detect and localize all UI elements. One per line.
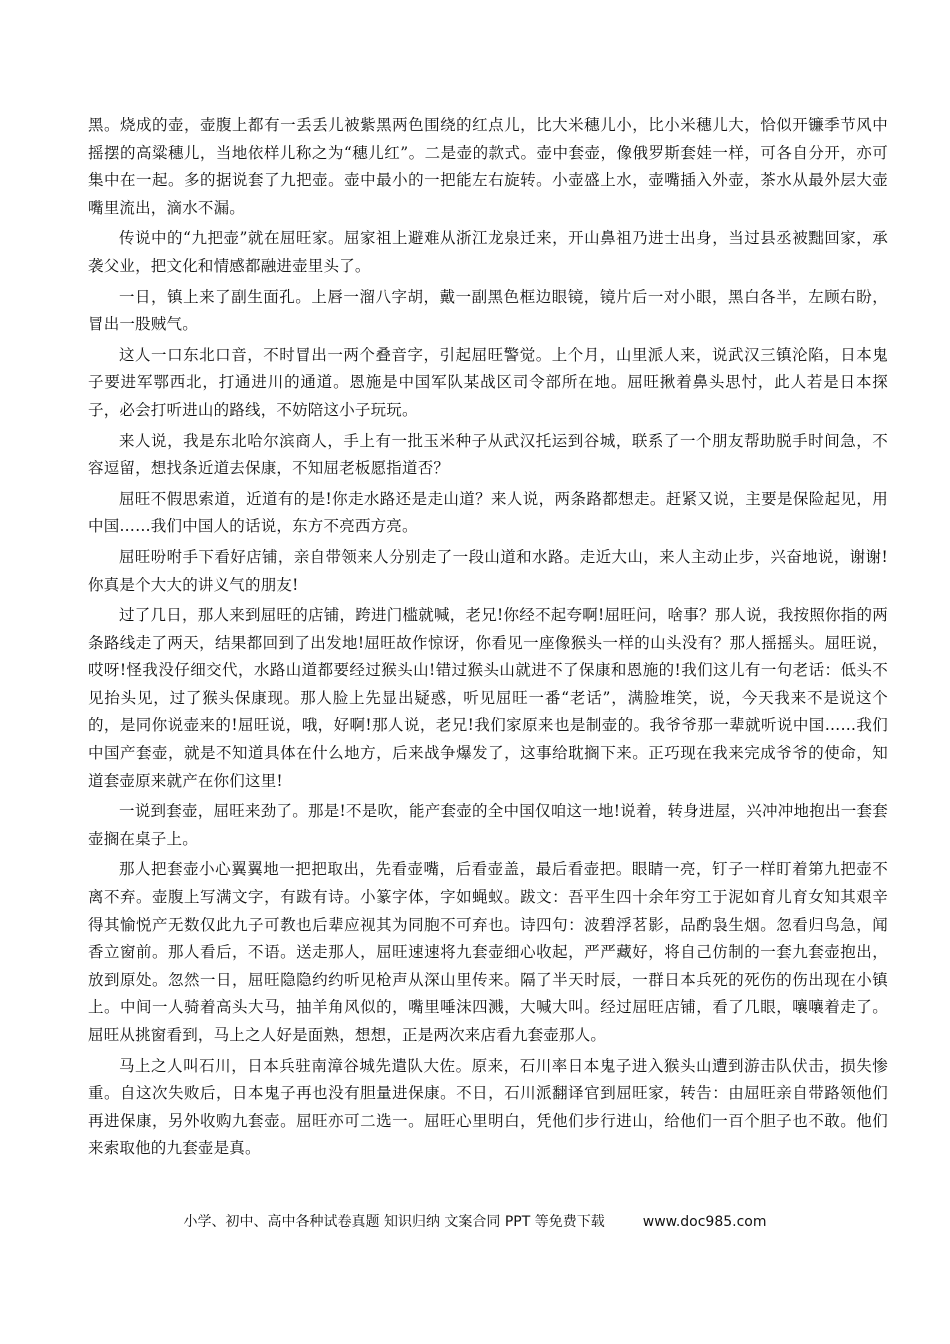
paragraph: 屈旺吩咐手下看好店铺，亲自带领来人分别走了一段山道和水路。走近大山，来人主动止步，兴奋地说，谢谢!你真是个大大的讲义气的朋友! bbox=[88, 547, 888, 594]
footer-url-link[interactable]: www.doc985.com bbox=[642, 1214, 767, 1230]
paragraph: 屈旺不假思索道，近道有的是!你走水路还是走山道？来人说，两条路都想走。赶紧又说，主要是保险起见，用中国……我们中国人的话说，东方不亮西方亮。 bbox=[88, 489, 888, 536]
paragraph: 一日，镇上来了副生面孔。上唇一溜八字胡，戴一副黑色框边眼镜，镜片后一对小眼，黑白各半，左顾右盼，冒出一股贼气。 bbox=[88, 287, 888, 334]
page-footer bbox=[0, 1211, 950, 1233]
paragraph: 一说到套壶，屈旺来劲了。那是!不是吹，能产套壶的全中国仅咱这一地!说着，转身进屋，兴冲冲地抱出一套套壶搁在桌子上。 bbox=[88, 802, 888, 848]
paragraph: 来人说，我是东北哈尔滨商人，手上有一批玉米种子从武汉托运到谷城，联系了一个朋友帮助脱手时间急，不容逗留，想找条近道去保康，不知屈老板愿指道否？ bbox=[88, 431, 888, 478]
paragraph: 黑。烧成的壶，壶腹上都有一丢丢儿被紫黑两色围绕的红点儿，比大米穗儿小，比小米穗儿大，恰似开镰季节风中摇摆的高粱穗儿，当地依样儿称之为“穗儿红”。二是壶的款式。壶中套壶，像俄罗斯套娃一样，可各自分开，亦可集中在一起。多的据说套了九把壶。壶中最小的一把能左右旋转。小壶盛上水，壶嘴插入外壶，茶水从最外层大壶嘴里流出，滴水不漏。 bbox=[88, 116, 888, 217]
paragraph: 过了几日，那人来到屈旺的店铺，跨进门槛就喊，老兄!你经不起夸啊!屈旺问，啥事？那人说，我按照你指的两条路线走了两天，结果都回到了出发地!屈旺故作惊讶，你看见一座像猴头一样的山头没有？那人摇摇头。屈旺说，哎呀!怪我没仔细交代，水路山道都要经过猴头山!错过猴头山就进不了保康和恩施的!我们这儿有一句老话：低头不见抬头见，过了猴头保康现。那人脸上先显出疑惑，听见屈旺一番“老话”，满脸堆笑，说，今天我来不是说这个的，是同你说壶来的!屈旺说，哦，好啊!那人说，老兄!我们家原来也是制壶的。我爷爷那一辈就听说中国……我们中国产套壶，就是不知道具体在什么地方，后来战争爆发了，这事给耽搁下来。正巧现在我来完成爷爷的使命，知道套壶原来就产在你们这里! bbox=[88, 606, 888, 790]
document-body bbox=[88, 112, 888, 1166]
paragraph: 传说中的“九把壶”就在屈旺家。屈家祖上避难从浙江龙泉迁来，开山鼻祖乃进士出身，当过县丞被黜回家，承袭父业，把文化和情感都融进壶里头了。 bbox=[88, 229, 888, 275]
paragraph: 这人一口东北口音，不时冒出一两个叠音字，引起屈旺警觉。上个月，山里派人来，说武汉三镇沦陷，日本鬼子要进军鄂西北，打通进川的通道。恩施是中国军队某战区司令部所在地。屈旺揪着鼻头思忖，此人若是日本探子，必会打听进山的路线，不妨陪这小子玩玩。 bbox=[88, 345, 888, 419]
footer-text: 小学、初中、高中各种试卷真题 知识归纳 文案合同 PPT 等免费下载 bbox=[183, 1214, 605, 1230]
paragraph: 马上之人叫石川，日本兵驻南漳谷城先遣队大佐。原来，石川率日本鬼子进入猴头山遭到游击队伏击，损失惨重。自这次失败后，日本鬼子再也没有胆量进保康。不日，石川派翻译官到屈旺家，转告：由屈旺亲自带路领他们再进保康，另外收购九套壶。屈旺亦可二选一。屈旺心里明白，凭他们步行进山，给他们一百个胆子也不敢。他们来索取他的九套壶是真。 bbox=[88, 1056, 888, 1158]
paragraph: 那人把套壶小心翼翼地一把把取出，先看壶嘴，后看壶盖，最后看壶把。眼睛一亮，钉子一样盯着第九把壶不离不弃。壶腹上写满文字，有跋有诗。小篆字体，字如蝇蚁。跋文：吾平生四十余年穷工于泥如育儿育女知其艰辛得其愉悦产无数仅此九子可教也后辈应视其为同胞不可弃也。诗四句：波碧浮茗影，品酌袅生烟。忽看归鸟急，闻香立窗前。那人看后，不语。送走那人，屈旺速速将九套壶细心收起，严严藏好，将自己仿制的一套九套壶抱出，放到原处。忽然一日，屈旺隐隐约约听见枪声从深山里传来。隔了半天时辰，一群日本兵死的死伤的伤出现在小镇上。中间一人骑着高头大马，抽羊角风似的，嘴里唾沫四溅，大喊大叫。经过屈旺店铺，看了几眼，嚷嚷着走了。屈旺从挑窗看到，马上之人好是面熟，想想，正是两次来店看九套壶那人。 bbox=[88, 860, 888, 1044]
